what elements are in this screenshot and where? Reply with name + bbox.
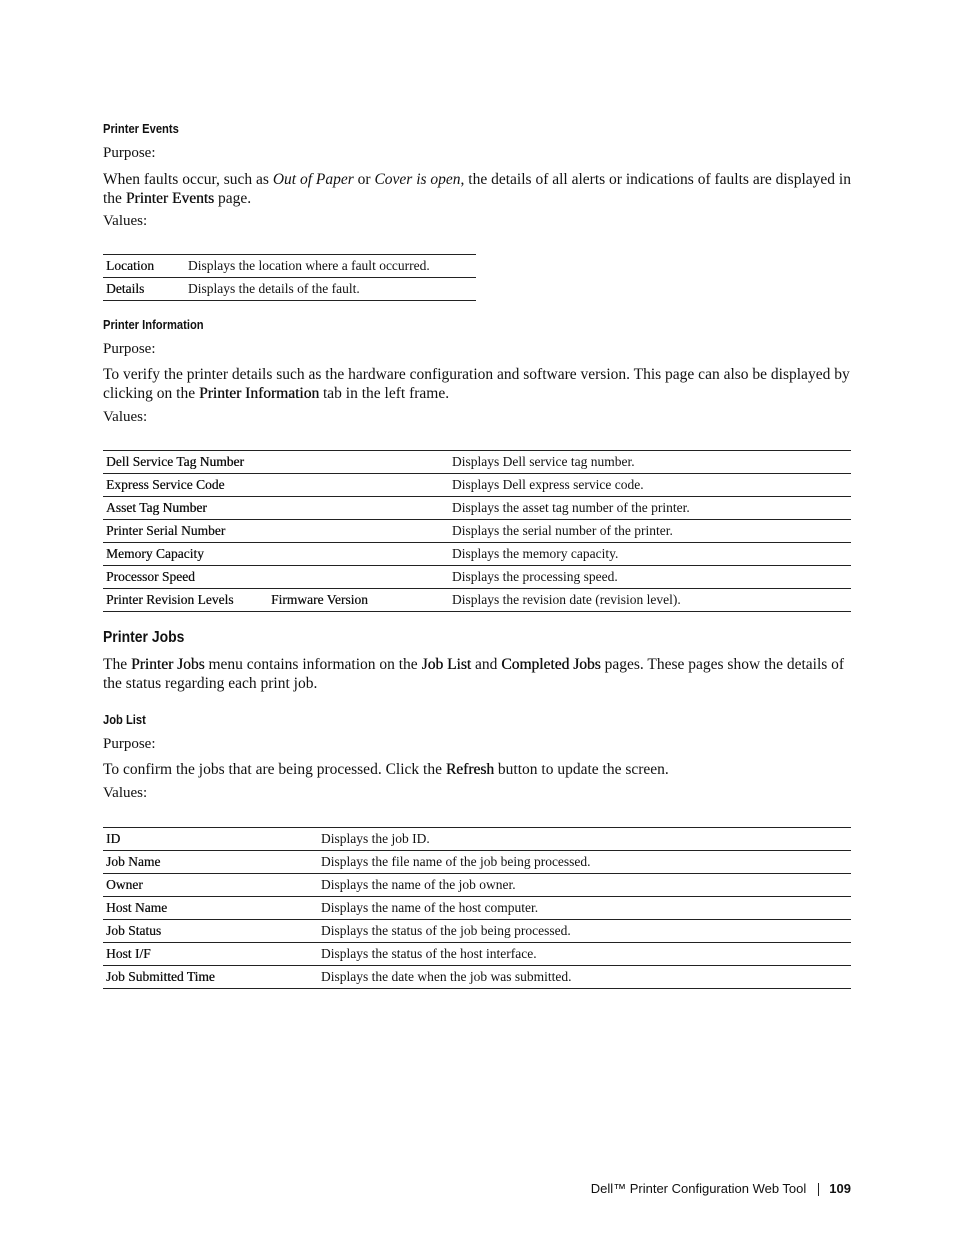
- table-row: [103, 474, 851, 497]
- value-description: Displays Dell express service code.: [449, 474, 851, 497]
- value-name: Details: [103, 278, 185, 301]
- value-name: ID: [103, 828, 318, 851]
- value-description: Displays the serial number of the printer.: [449, 520, 851, 543]
- job-list-description: To confirm the jobs that are being processed. Click the Refresh button to update the screen.: [103, 761, 669, 778]
- value-description: Displays the memory capacity.: [449, 543, 851, 566]
- value-description: Displays the asset tag number of the printer.: [449, 497, 851, 520]
- table-row: [103, 897, 851, 920]
- value-description: Displays Dell service tag number.: [449, 451, 851, 474]
- section-heading-job-list: Job List: [103, 712, 146, 727]
- table-row: [103, 451, 851, 474]
- values-label: Values:: [103, 213, 148, 229]
- value-description: Displays the name of the host computer.: [318, 897, 851, 920]
- section-heading-printer-events: Printer Events: [103, 121, 179, 136]
- table-row: [103, 566, 851, 589]
- job-list-table: [103, 827, 851, 989]
- page-number: 109: [829, 1181, 851, 1196]
- value-description: Displays the status of the job being processed.: [318, 920, 851, 943]
- value-subname: Firmware Version: [268, 589, 449, 612]
- table-row: [103, 520, 851, 543]
- page-footer: [591, 1181, 851, 1196]
- value-name: Host Name: [103, 897, 318, 920]
- table-row: [103, 966, 851, 989]
- value-description: Displays the revision date (revision level).: [449, 589, 851, 612]
- printer-information-description: To verify the printer details such as the hardware configuration and software version. This page can also be displayed by clicking on the Printer Information tab in the left frame.: [103, 366, 850, 402]
- value-name: Printer Revision Levels: [103, 589, 268, 612]
- table-row: [103, 874, 851, 897]
- value-subname: [268, 566, 449, 589]
- value-name: Job Status: [103, 920, 318, 943]
- value-name: Job Submitted Time: [103, 966, 318, 989]
- value-name: Memory Capacity: [103, 543, 268, 566]
- purpose-label: Purpose:: [103, 145, 156, 161]
- value-subname: [268, 543, 449, 566]
- printer-events-table: [103, 254, 476, 301]
- table-row: [103, 497, 851, 520]
- table-row: [103, 851, 851, 874]
- value-name: Printer Serial Number: [103, 520, 268, 543]
- value-description: Displays the date when the job was submitted.: [318, 966, 851, 989]
- footer-separator: [818, 1183, 819, 1196]
- value-name: Location: [103, 255, 185, 278]
- table-row: [103, 543, 851, 566]
- values-label: Values:: [103, 409, 148, 425]
- value-subname: [268, 451, 449, 474]
- value-description: Displays the details of the fault.: [185, 278, 476, 301]
- purpose-label: Purpose:: [103, 341, 156, 357]
- value-name: Express Service Code: [103, 474, 268, 497]
- value-name: Asset Tag Number: [103, 497, 268, 520]
- table-row: [103, 255, 476, 278]
- value-description: Displays the processing speed.: [449, 566, 851, 589]
- table-row: [103, 828, 851, 851]
- footer-title: Dell™ Printer Configuration Web Tool: [590, 1181, 807, 1196]
- table-row: [103, 943, 851, 966]
- value-subname: [268, 520, 449, 543]
- value-description: Displays the status of the host interface.: [318, 943, 851, 966]
- printer-events-description: When faults occur, such as Out of Paper or Cover is open, the details of all alerts or indications of faults are displayed in the Printer Events page.: [103, 171, 851, 207]
- value-name: Processor Speed: [103, 566, 268, 589]
- values-label: Values:: [103, 785, 148, 801]
- value-name: Job Name: [103, 851, 318, 874]
- value-name: Dell Service Tag Number: [103, 451, 268, 474]
- value-description: Displays the location where a fault occurred.: [185, 255, 476, 278]
- value-subname: [268, 474, 449, 497]
- value-name: Owner: [103, 874, 318, 897]
- value-name: Host I/F: [103, 943, 318, 966]
- value-description: Displays the job ID.: [318, 828, 851, 851]
- section-heading-printer-information: Printer Information: [103, 317, 204, 332]
- printer-information-table: [103, 450, 851, 612]
- printer-jobs-description: The Printer Jobs menu contains information on the Job List and Completed Jobs pages. These pages show the details of the status regarding each print job.: [103, 656, 845, 692]
- value-description: Displays the name of the job owner.: [318, 874, 851, 897]
- value-subname: [268, 497, 449, 520]
- purpose-label: Purpose:: [103, 736, 156, 752]
- table-row: [103, 920, 851, 943]
- value-description: Displays the file name of the job being processed.: [318, 851, 851, 874]
- table-row: [103, 278, 476, 301]
- section-heading-printer-jobs: Printer Jobs: [103, 629, 185, 646]
- table-row: [103, 589, 851, 612]
